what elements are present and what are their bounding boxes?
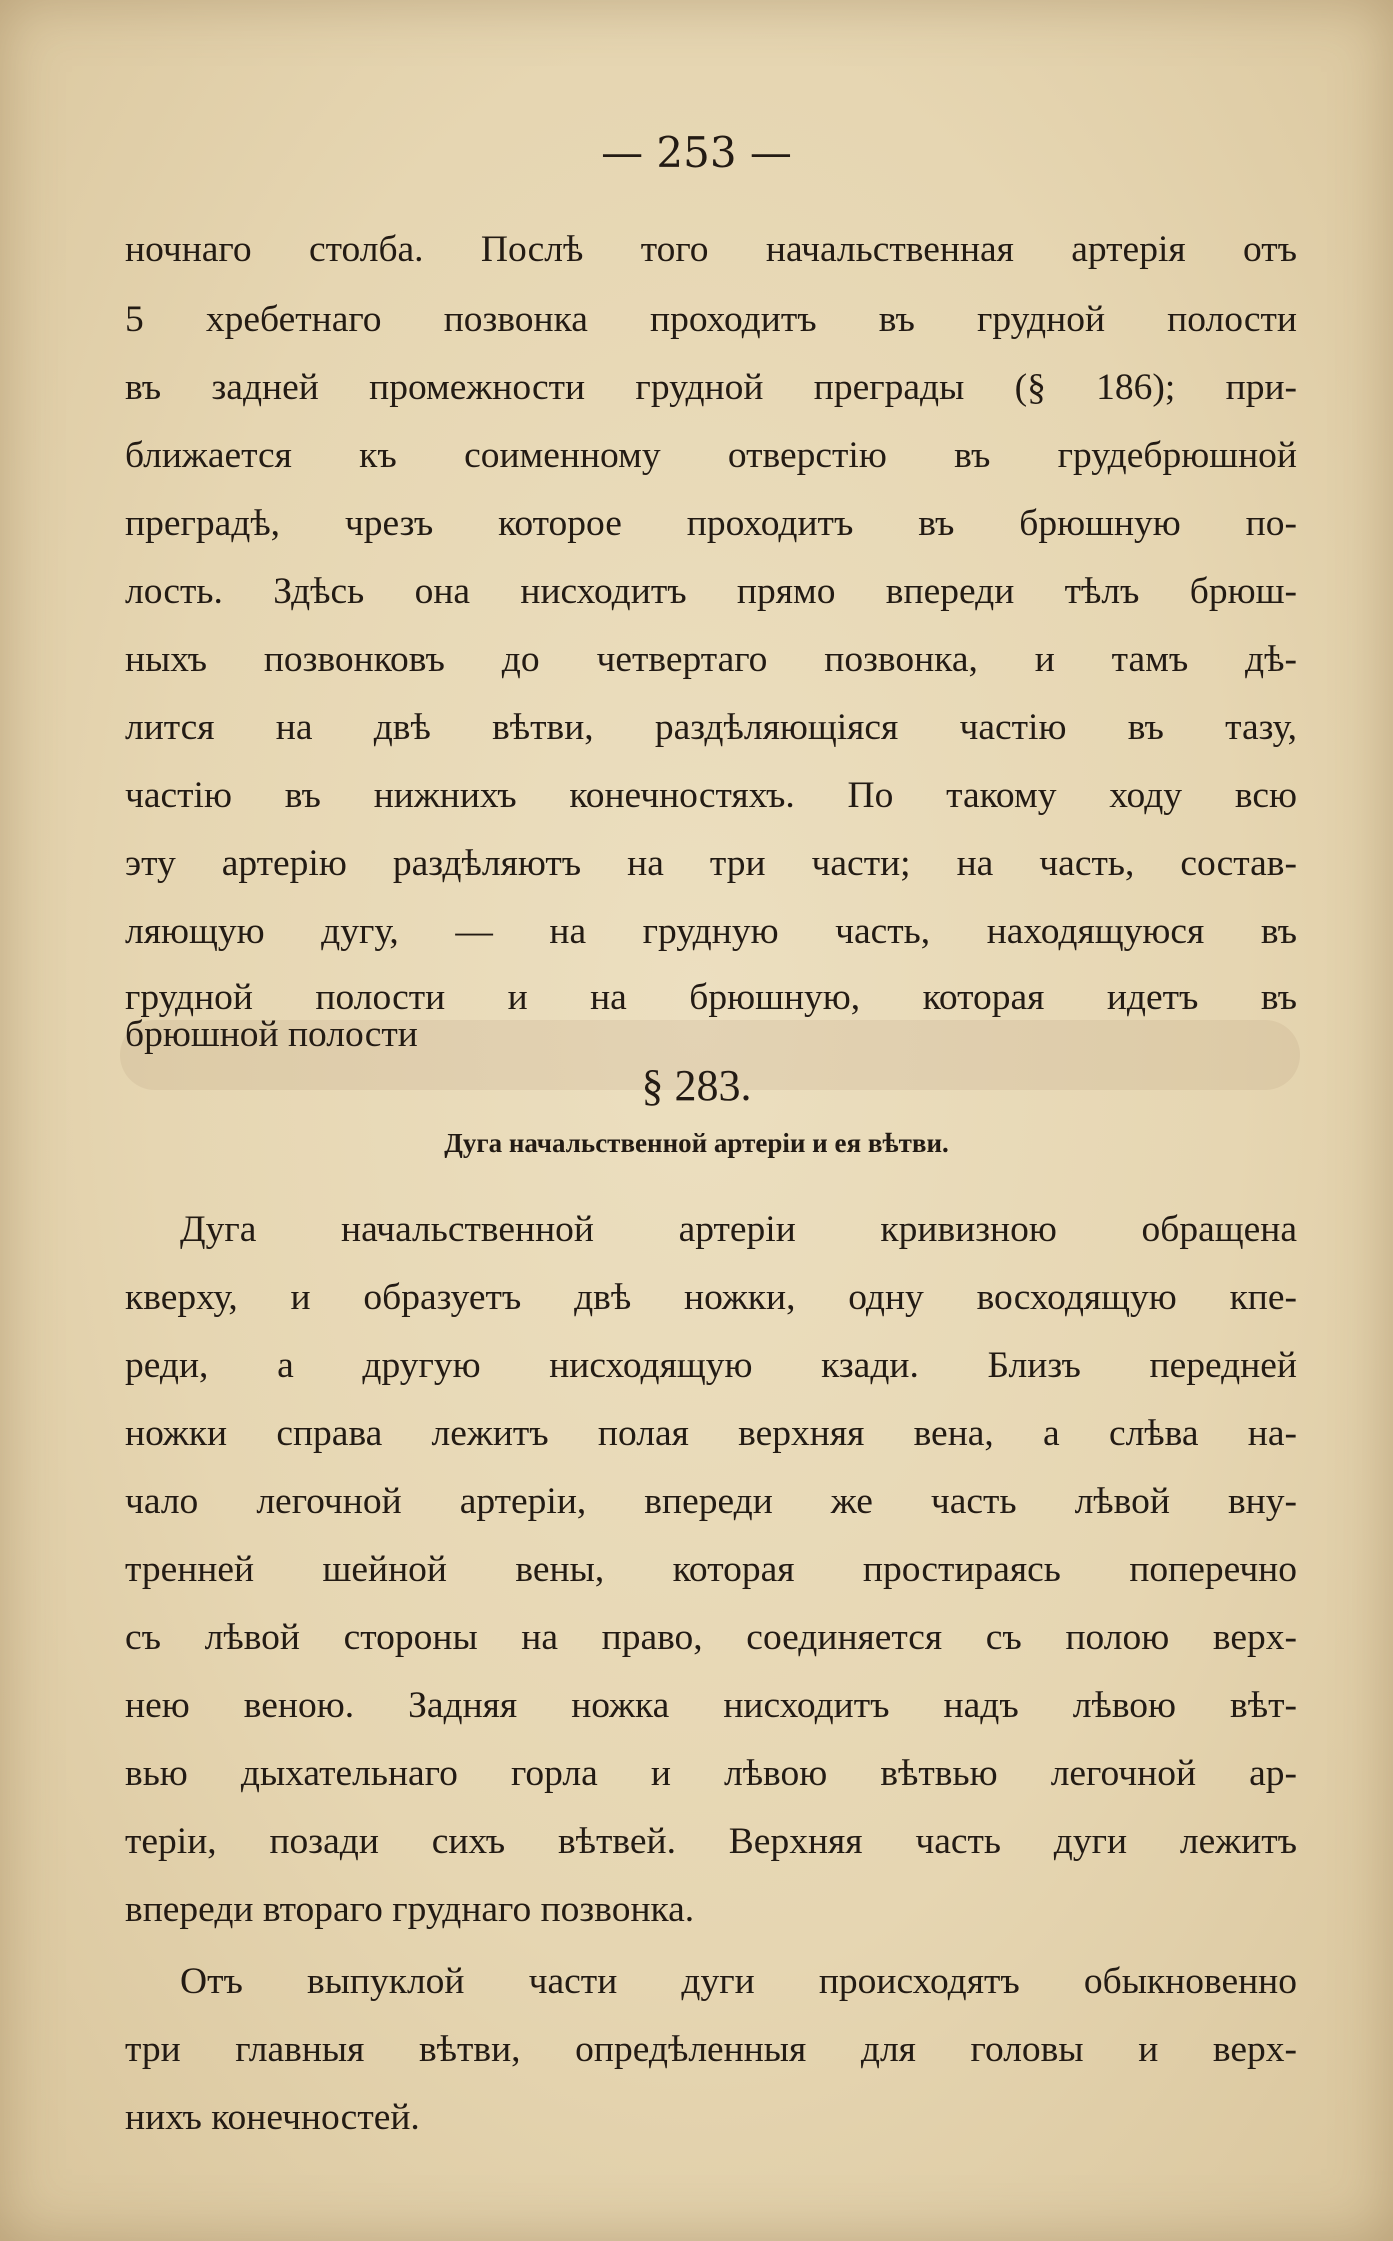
text-line: лится на двѣ вѣтви, раздѣляющіяся частію въ тазу, [125,707,1297,748]
text-line: ближается къ соименному отверстію въ грудебрюшной [125,435,1297,476]
text-line: реди, а другую нисходящую кзади. Близъ передней [125,1345,1297,1386]
text-line: брюшной полости [125,1014,418,1055]
text-line: Дуга начальственной артеріи кривизною обращена [180,1209,1297,1250]
text-line: частію въ нижнихъ конечностяхъ. По такому ходу всю [125,775,1297,816]
text-line: нихъ конечностей. [125,2097,420,2138]
text-line: ныхъ позвонковъ до четвертаго позвонка, и тамъ дѣ- [125,639,1297,680]
section-title: Дуга начальственной артеріи и ея вѣтви. [444,1128,949,1158]
text-line: преградѣ, чрезъ которое проходитъ въ брюшную по- [125,503,1297,544]
text-line: Отъ выпуклой части дуги происходятъ обыкновенно [180,1961,1297,2002]
text-line: ночнаго столба. Послѣ того начальственная артерія отъ [125,229,1297,270]
text-line: въ задней промежности грудной преграды (§ 186); при- [125,367,1297,408]
section-number: § 283. [641,1061,752,1110]
text-line: впереди втораго груднаго позвонка. [125,1889,695,1930]
text-line: тренней шейной вены, которая простираясь поперечно [125,1549,1297,1590]
text-line: теріи, позади сихъ вѣтвей. Верхняя часть дуги лежитъ [125,1821,1297,1862]
text-line: грудной полости и на брюшную, которая идетъ въ [125,977,1297,1018]
text-line: лость. Здѣсь она нисходитъ прямо впереди тѣлъ брюш- [125,571,1297,612]
text-line: вью дыхательнаго горла и лѣвою вѣтвью легочной ар- [125,1753,1297,1794]
text-line: съ лѣвой стороны на право, соединяется съ полою верх- [125,1617,1297,1658]
text-line: чало легочной артеріи, впереди же часть лѣвой вну- [125,1481,1297,1522]
text-line: ляющую дугу, — на грудную часть, находящуюся въ [125,911,1297,952]
text-line: нею веною. Задняя ножка нисходитъ надъ лѣвою вѣт- [125,1685,1297,1726]
text-line: три главныя вѣтви, опредѣленныя для головы и верх- [125,2029,1297,2070]
text-line: ножки справа лежитъ полая верхняя вена, а слѣва на- [125,1413,1297,1454]
text-line: 5 хребетнаго позвонка проходитъ въ грудной полости [125,299,1297,340]
text-line: кверху, и образуетъ двѣ ножки, одну восходящую кпе- [125,1277,1297,1318]
text-line: эту артерію раздѣляютъ на три части; на часть, состав- [125,843,1297,884]
page-number: — 253 — [601,128,792,177]
